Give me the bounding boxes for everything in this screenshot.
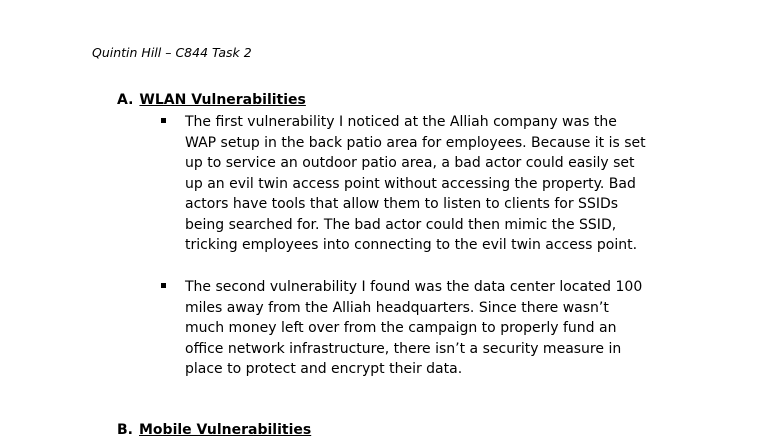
square-bullet-icon	[160, 118, 168, 126]
paragraph-line: much money left over from the campaign to properly fund an	[185, 320, 617, 336]
paragraph-line: WAP setup in the back patio area for employees. Because it is set	[185, 134, 646, 151]
paragraph-line: being searched for. The bad actor could then mimic the SSID,	[185, 216, 617, 233]
square-bullet-icon	[160, 283, 168, 291]
section-letter: A.	[117, 92, 134, 108]
paragraph-line: tricking employees into connecting to the evil twin access point.	[185, 237, 638, 253]
bullet-paragraph	[185, 112, 715, 256]
paragraph-line: place to protect and encrypt their data.	[185, 361, 463, 377]
section-heading-mobile	[117, 422, 311, 438]
paragraph-line: office network infrastructure, there isn’t a security measure in	[185, 340, 622, 357]
section-title: Mobile Vulnerabilities	[139, 422, 312, 438]
paragraph-line: The first vulnerability I noticed at the Alliah company was the	[185, 114, 617, 130]
bullet-paragraph	[185, 277, 715, 380]
paragraph-line: up to service an outdoor patio area, a bad actor could easily set	[185, 155, 635, 171]
paragraph-line: up an evil twin access point without accessing the property. Bad	[185, 175, 636, 192]
section-heading-wlan	[117, 92, 306, 108]
paragraph-line: The second vulnerability I found was the data center located 100	[185, 279, 643, 295]
paragraph-line: miles away from the Alliah headquarters. Since there wasn’t	[185, 299, 609, 316]
section-title: WLAN Vulnerabilities	[139, 92, 306, 108]
document-header: Quintin Hill – C844 Task 2	[92, 45, 252, 60]
paragraph-line: actors have tools that allow them to listen to clients for SSIDs	[185, 196, 619, 212]
section-letter: B.	[117, 422, 133, 438]
